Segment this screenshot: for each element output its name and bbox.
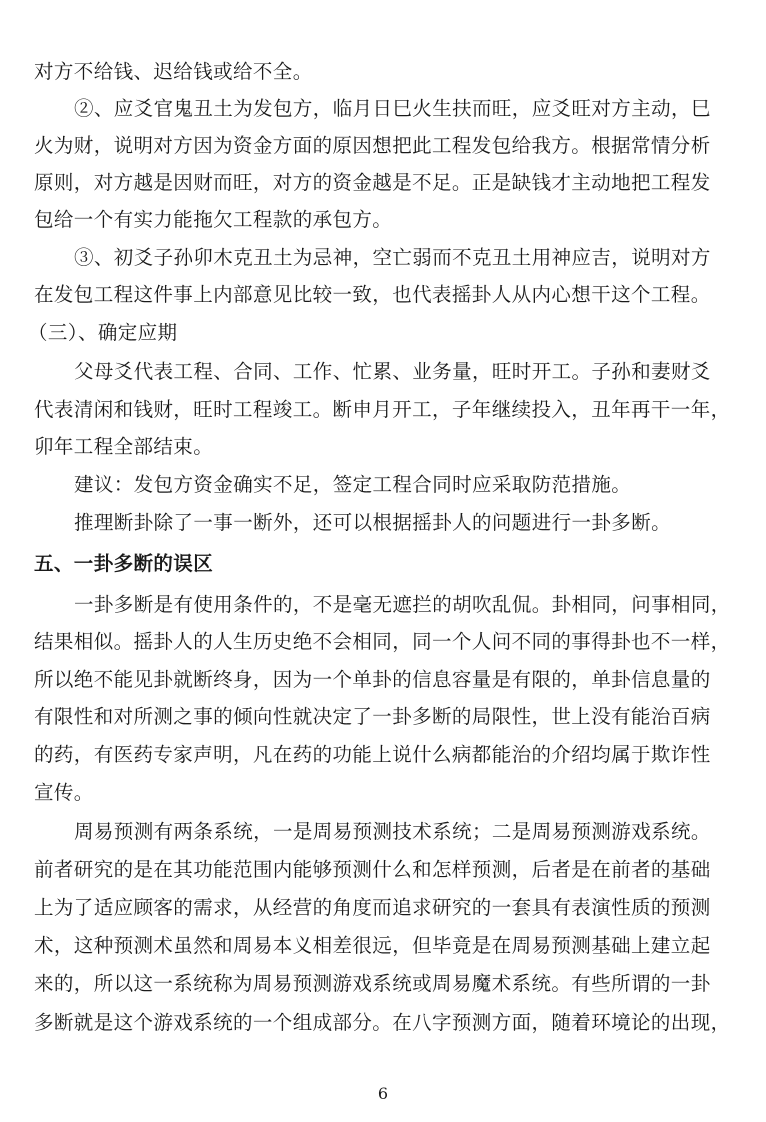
page-number: 6 — [377, 1084, 389, 1103]
text-line-22: 前者研究的是在其功能范围内能够预测什么和怎样预测，后者是在前者的基础 — [34, 858, 711, 881]
text-line-21: 周易预测有两条系统，一是周易预测技术系统；二是周易预测游戏系统。 — [74, 820, 711, 843]
text-line-3: 火为财，说明对方因为资金方面的原因想把此工程发包给我方。根据常情分析 — [34, 134, 711, 157]
text-line-10: 代表清闲和钱财，旺时工程竣工。断申月开工，子年继续投入，丑年再干一年， — [34, 398, 731, 421]
text-line-19: 的药，有医药专家声明，凡在药的功能上说什么病都能治的介绍均属于欺诈性 — [34, 743, 711, 766]
text-line-23: 上为了适应顾客的需求，从经营的角度而追求研究的一套具有表演性质的预测 — [34, 896, 711, 919]
text-line-13: 推理断卦除了一事一断外，还可以根据摇卦人的问题进行一卦多断。 — [74, 511, 672, 534]
text-line-20: 宣传。 — [34, 781, 94, 804]
text-line-26: 多断就是这个游戏系统的一个组成部分。在八字预测方面，随着环境论的出现， — [34, 1011, 731, 1034]
text-line-4: 原则，对方越是因财而旺，对方的资金越是不足。正是缺钱才主动地把工程发 — [34, 171, 711, 194]
text-line-12: 建议：发包方资金确实不足，签定工程合同时应采取防范措施。 — [74, 473, 632, 496]
text-line-18: 有限性和对所测之事的倾向性就决定了一卦多断的局限性，世上没有能治百病 — [34, 705, 711, 728]
section-heading-5: 五、一卦多断的误区 — [34, 552, 214, 575]
text-line-16: 结果相似。摇卦人的人生历史绝不会相同，同一个人问不同的事得卦也不一样， — [34, 630, 731, 653]
text-line-1: 对方不给钱、迟给钱或给不全。 — [34, 60, 313, 83]
text-line-9: 父母爻代表工程、合同、工作、忙累、业务量，旺时开工。子孙和妻财爻 — [74, 360, 711, 383]
section-heading-3: （三）、确定应期 — [28, 321, 178, 344]
text-line-11: 卯年工程全部结束。 — [34, 435, 214, 458]
text-line-17: 所以绝不能见卦就断终身，因为一个单卦的信息容量是有限的，单卦信息量的 — [34, 668, 711, 691]
text-line-25: 来的，所以这一系统称为周易预测游戏系统或周易魔术系统。有些所谓的一卦 — [34, 972, 711, 995]
text-line-7: 在发包工程这件事上内部意见比较一致，也代表摇卦人从内心想干这个工程。 — [34, 283, 711, 306]
text-line-6: ③、初爻子孙卯木克丑土为忌神，空亡弱而不克丑土用神应吉，说明对方 — [74, 246, 711, 269]
text-line-2: ②、应爻官鬼丑土为发包方，临月日巳火生扶而旺，应爻旺对方主动，巳 — [74, 97, 711, 120]
text-line-15: 一卦多断是有使用条件的，不是毫无遮拦的胡吹乱侃。卦相同，问事相同， — [74, 593, 731, 616]
text-line-24: 术，这种预测术虽然和周易本义相差很远，但毕竟是在周易预测基础上建立起 — [34, 934, 711, 957]
text-line-5: 包给一个有实力能拖欠工程款的承包方。 — [34, 208, 393, 231]
